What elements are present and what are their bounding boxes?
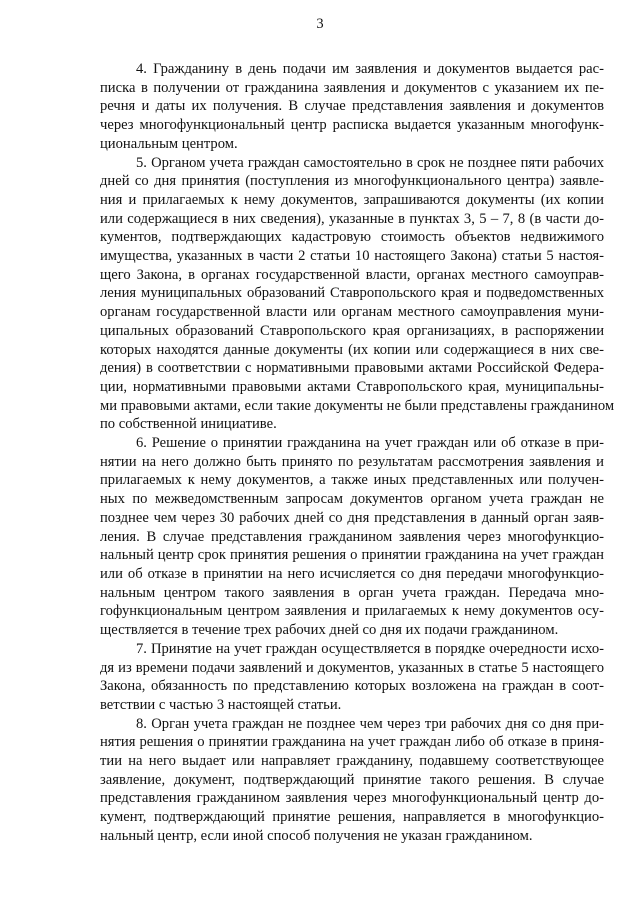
text-line: ветствии с частью 3 настоящей статьи. bbox=[100, 696, 342, 713]
paragraph-6 bbox=[100, 434, 604, 640]
text-line: органам государственной власти или органам местного самоуправления муни- bbox=[100, 304, 604, 321]
paragraph-4 bbox=[100, 60, 604, 154]
text-line: через многофункциональный центр расписка выдается указанным многофунк- bbox=[100, 117, 604, 134]
text-line: речня и даты их получения. В случае представления заявления и документов bbox=[100, 98, 604, 115]
text-line: 4. Гражданину в день подачи им заявления и документов выдается рас- bbox=[136, 61, 604, 77]
text-line: 7. Принятие на учет граждан осуществляется в порядке очередности исхо- bbox=[136, 640, 604, 657]
text-line: ления. В случае представления гражданином заявления через многофункцио- bbox=[100, 528, 604, 545]
text-line: по собственной инициативе. bbox=[100, 416, 277, 433]
text-line: ления муниципальных образований Ставропольского края и подведомственных bbox=[100, 285, 604, 302]
text-line: ми правовыми актами, если такие документы не были представлены гражданином bbox=[100, 397, 615, 414]
text-line: щего Закона, в органах государственной власти, органах местного самоуправ- bbox=[100, 266, 604, 283]
document-body bbox=[100, 60, 615, 846]
text-line: 6. Решение о принятии гражданина на учет граждан или об отказе в при- bbox=[136, 435, 604, 452]
text-line: заявление, документ, подтверждающий принятие такого решения. В случае bbox=[100, 771, 604, 788]
text-line: или об отказе в принятии на него исчисляется со дня передачи многофункцио- bbox=[100, 565, 604, 582]
text-line: писка в получении от гражданина заявления и документов с указанием их пе- bbox=[100, 79, 604, 96]
text-line: дения) в соответствии с нормативными правовыми актами Российской Федера- bbox=[100, 360, 604, 377]
text-line: имущества, указанных в части 2 статьи 10 настоящего Закона) статьи 5 настоя- bbox=[100, 248, 604, 265]
text-line: ществляется в течение трех рабочих дней со дня их подачи гражданином. bbox=[100, 622, 559, 639]
text-line: нальный центр срок принятия решения о принятии гражданина на учет граждан bbox=[100, 547, 604, 564]
text-line: прилагаемых к нему документов, а также иных представленных или получен- bbox=[100, 472, 604, 489]
text-line: позднее чем через 30 рабочих дней со дня представления в данный орган заяв- bbox=[100, 509, 604, 526]
text-line: ции, нормативными правовыми актами Ставропольского края, муниципальны- bbox=[100, 378, 604, 395]
text-line: нятии на него должно быть принято по результатам рассмотрения заявления и bbox=[100, 453, 604, 470]
page-number: 3 bbox=[316, 16, 324, 32]
text-line: дя из времени подачи заявлений и документов, указанных в статье 5 настоящего bbox=[100, 659, 604, 676]
text-line: гофункциональным центром заявления и прилагаемых к нему документов осу- bbox=[100, 603, 604, 620]
text-line: 8. Орган учета граждан не позднее чем через три рабочих дня со дня при- bbox=[136, 715, 604, 732]
text-line: ципальных образований Ставропольского края организациях, в распоряжении bbox=[100, 322, 604, 339]
text-line: или содержащиеся в них сведения), указанные в пунктах 3, 5 – 7, 8 (в части до- bbox=[100, 210, 604, 227]
text-line: ния и прилагаемых к нему документов, запрашиваются документы (их копии bbox=[100, 191, 604, 208]
text-line: 5. Органом учета граждан самостоятельно в срок не позднее пяти рабочих bbox=[136, 154, 604, 171]
text-line: нальный центр, если иной способ получения не указан гражданином. bbox=[100, 827, 533, 844]
text-line: ных по межведомственным запросам документов органом учета граждан не bbox=[100, 491, 604, 508]
text-line: дней со дня принятия (поступления из многофункционального центра) заявле- bbox=[100, 173, 604, 190]
text-line: нятия решения о принятии гражданина на учет граждан либо об отказе в приня- bbox=[100, 734, 604, 751]
text-line: представления гражданином заявления через многофункциональный центр до- bbox=[100, 790, 604, 807]
text-line: нальным центром такого заявления в орган учета граждан. Передача мно- bbox=[100, 584, 604, 601]
text-line: циональным центром. bbox=[100, 135, 238, 152]
text-line: которых находятся данные документы (их копии или содержащиеся в них све- bbox=[100, 341, 604, 358]
text-line: Закона, обязанность по представлению которых возложена на граждан в соот- bbox=[100, 678, 604, 695]
text-line: кументов, подтверждающих кадастровую стоимость объектов недвижимого bbox=[100, 229, 604, 246]
text-line: тии на него выдает или направляет гражданину, подавшему соответствующее bbox=[100, 753, 604, 770]
paragraph-7 bbox=[100, 640, 604, 715]
text-line: кумент, подтверждающий принятие решения, направляется в многофункцио- bbox=[100, 809, 604, 826]
paragraph-8 bbox=[100, 715, 604, 846]
paragraph-5 bbox=[100, 154, 615, 435]
